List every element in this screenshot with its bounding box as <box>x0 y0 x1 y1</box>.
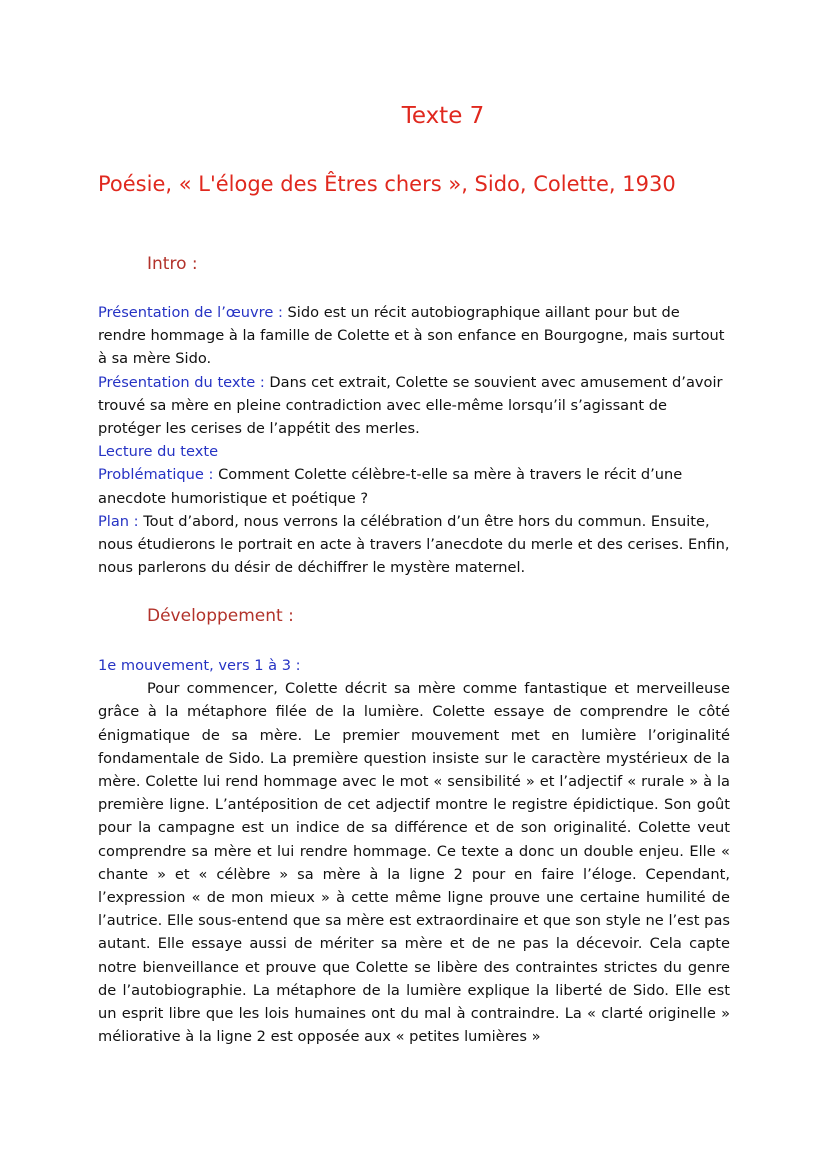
plan-paragraph <box>98 510 730 580</box>
plan-label: Plan : <box>98 512 139 530</box>
plan-text: Tout d’abord, nous verrons la célébration d’un être hors du commun. Ensuite, nous étudierons le portrait en acte à travers l’anecdote du merle et des cerises. Enfin, nous parlerons du désir de déchiffrer le mystère maternel. <box>98 512 730 577</box>
problematique-text: Comment Colette célèbre-t-elle sa mère à travers le récit d’une anecdote humoristique et poétique ? <box>98 466 683 507</box>
presentation-texte-text: Dans cet extrait, Colette se souvient avec amusement d’avoir trouvé sa mère en pleine contradiction avec elle-même lorsqu’il s’agissant de protéger les cerises de l’appétit des merles. <box>98 373 723 438</box>
intro-section <box>98 301 730 579</box>
mouvement-paragraph: Pour commencer, Colette décrit sa mère comme fantastique et merveilleuse grâce à la métaphore filée de la lumière. Colette essaye de comprendre le côté énigmatique de sa mère. Le premier mouvement met en lumière l’originalité fondamentale de Sido. La première question insiste sur le caractère mystérieux de la mère. Colette lui rend hommage avec le mot « sensibilité » et l’adjectif « rurale » à la première ligne. L’antéposition de cet adjectif montre le registre épidictique. Son goût pour la campagne est un indice de sa différence et de son originalité. Colette veut comprendre sa mère et lui rendre hommage. Ce texte a donc un double enjeu. Elle « chante » et « célèbre » sa mère à la ligne 2 pour en faire l’éloge. Cependant, l’expression « de mon mieux » à cette même ligne prouve une certaine humilité de l’autrice. Elle sous-entend que sa mère est extraordinaire et que son style ne l’est pas autant. Elle essaye aussi de mériter sa mère et de ne pas la décevoir. Cela capte notre bienveillance et prouve que Colette se libère des contraintes strictes du genre de l’autobiographie. La métaphore de la lumière explique la liberté de Sido. Elle est un esprit libre que les lois humaines ont du mal à contraindre. La « clarté originelle » méliorative à la ligne 2 est opposée aux « petites lumières » <box>98 680 730 1046</box>
presentation-oeuvre-text: Sido est un récit autobiographique aillant pour but de rendre hommage à la famille de Colette et à son enfance en Bourgogne, mais surtout à sa mère Sido. <box>98 304 725 368</box>
developpement-section <box>98 654 730 1048</box>
problematique-label: Problématique : <box>98 466 214 484</box>
presentation-oeuvre-label: Présentation de l’œuvre : <box>98 304 283 321</box>
lecture-du-texte: Lecture du texte <box>98 443 219 461</box>
presentation-texte-label: Présentation du texte : <box>98 373 265 391</box>
presentation-texte-paragraph <box>98 371 730 441</box>
document-subtitle: Poésie, « L'éloge des Êtres chers », Sido, Colette, 1930 <box>98 172 676 196</box>
presentation-oeuvre-paragraph <box>98 301 730 371</box>
intro-heading: Intro : <box>147 254 198 274</box>
problematique-paragraph <box>98 463 730 509</box>
mouvement-label: 1e mouvement, vers 1 à 3 : <box>98 657 301 674</box>
developpement-heading: Développement : <box>147 606 294 626</box>
document-title: Texte 7 <box>401 103 485 129</box>
